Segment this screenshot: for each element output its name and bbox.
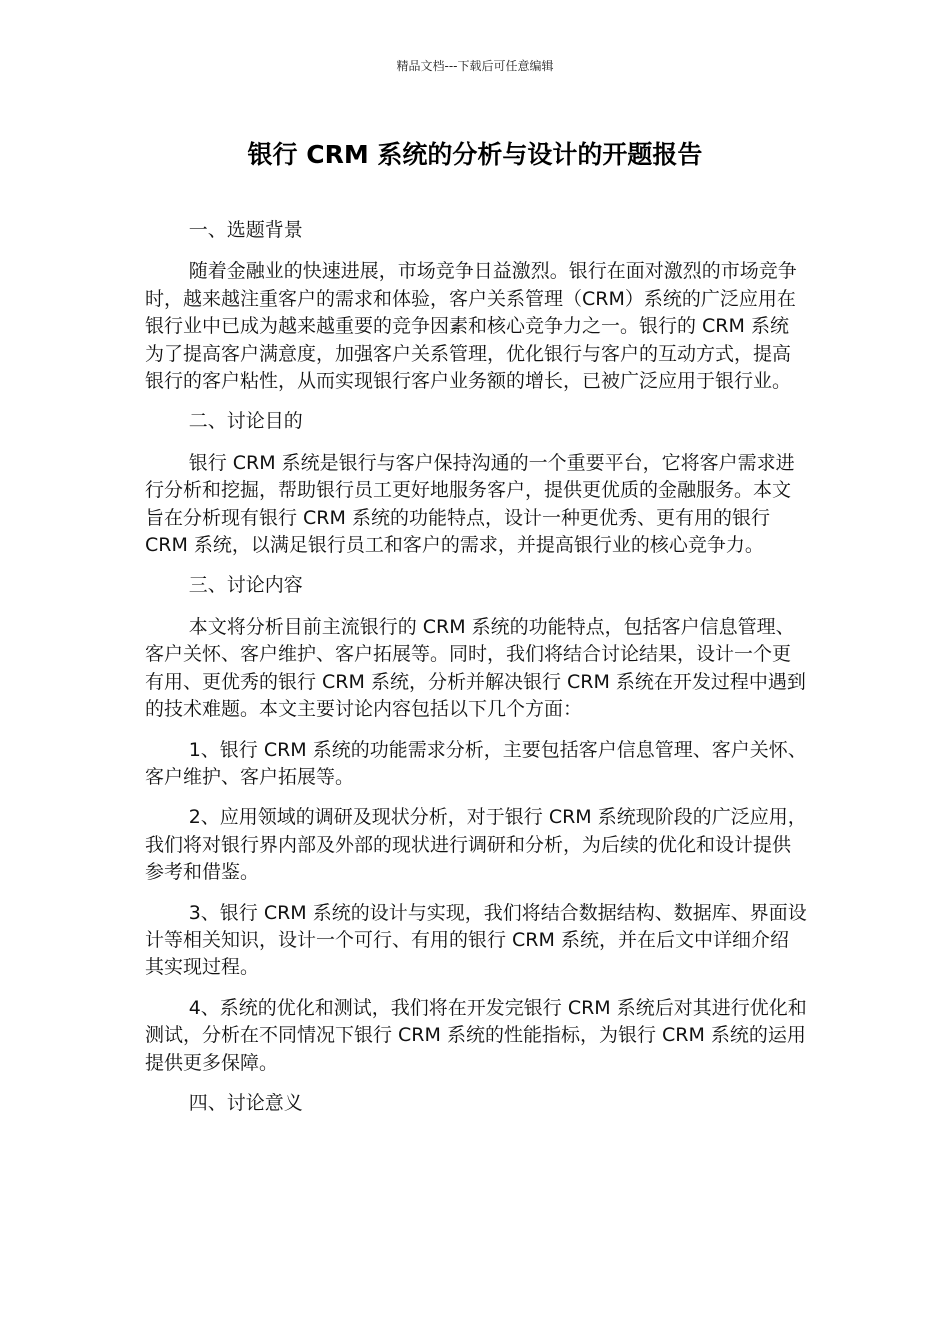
section-heading-significance: 四、讨论意义 (188, 1091, 303, 1114)
paragraph-content-item-1: 1、银行 CRM 系统的功能需求分析，主要包括客户信息管理、客户关怀、客户维护、客户拓展等。 (145, 738, 807, 788)
paragraph-content-item-4: 4、系统的优化和测试，我们将在开发完银行 CRM 系统后对其进行优化和测试，分析在不同情况下银行 CRM 系统的性能指标，为银行 CRM 系统的运用提供更多保障。 (145, 996, 807, 1074)
header-note: 精品文档---下载后可任意编辑 (396, 59, 554, 73)
section-heading-content: 三、讨论内容 (188, 574, 303, 597)
paragraph-content-item-2: 2、应用领域的调研及现状分析，对于银行 CRM 系统现阶段的广泛应用，我们将对银行界内部及外部的现状进行调研和分析，为后续的优化和设计提供参考和借鉴。 (145, 806, 807, 884)
paragraph-background: 随着金融业的快速进展，市场竞争日益激烈。银行在面对激烈的市场竞争时，越来越注重客户的需求和体验，客户关系管理（CRM）系统的广泛应用在银行业中已成为越来越重要的竞争因素和核心竞争力之一。银行的 CRM 系统为了提高客户满意度，加强客户关系管理，优化银行与客户的互动方式，提高银行的客户粘性，从而实现银行客户业务额的增长，已被广泛应用于银行业。 (145, 260, 797, 393)
paragraph-content-intro: 本文将分析目前主流银行的 CRM 系统的功能特点，包括客户信息管理、客户关怀、客户维护、客户拓展等。同时，我们将结合讨论结果，设计一个更有用、更优秀的银行 CRM 系统，分析并解决银行 CRM 系统在开发过程中遇到的技术难题。本文主要讨论内容包括以下几个方面： (145, 615, 806, 721)
section-heading-background: 一、选题背景 (188, 219, 303, 241)
document-body (145, 217, 807, 1131)
section-heading-purpose: 二、讨论目的 (188, 410, 303, 433)
paragraph-purpose: 银行 CRM 系统是银行与客户保持沟通的一个重要平台，它将客户需求进行分析和挖掘，帮助银行员工更好地服务客户，提供更优质的金融服务。本文旨在分析现有银行 CRM 系统的功能特点，设计一种更优秀、更有用的银行 CRM 系统，以满足银行员工和客户的需求，并提高银行业的核心竞争力。 (145, 451, 795, 557)
paragraph-content-item-3: 3、银行 CRM 系统的设计与实现，我们将结合数据结构、数据库、界面设计等相关知识，设计一个可行、有用的银行 CRM 系统，并在后文中详细介绍其实现过程。 (145, 901, 807, 979)
document-title: 银行 CRM 系统的分析与设计的开题报告 (247, 140, 703, 169)
